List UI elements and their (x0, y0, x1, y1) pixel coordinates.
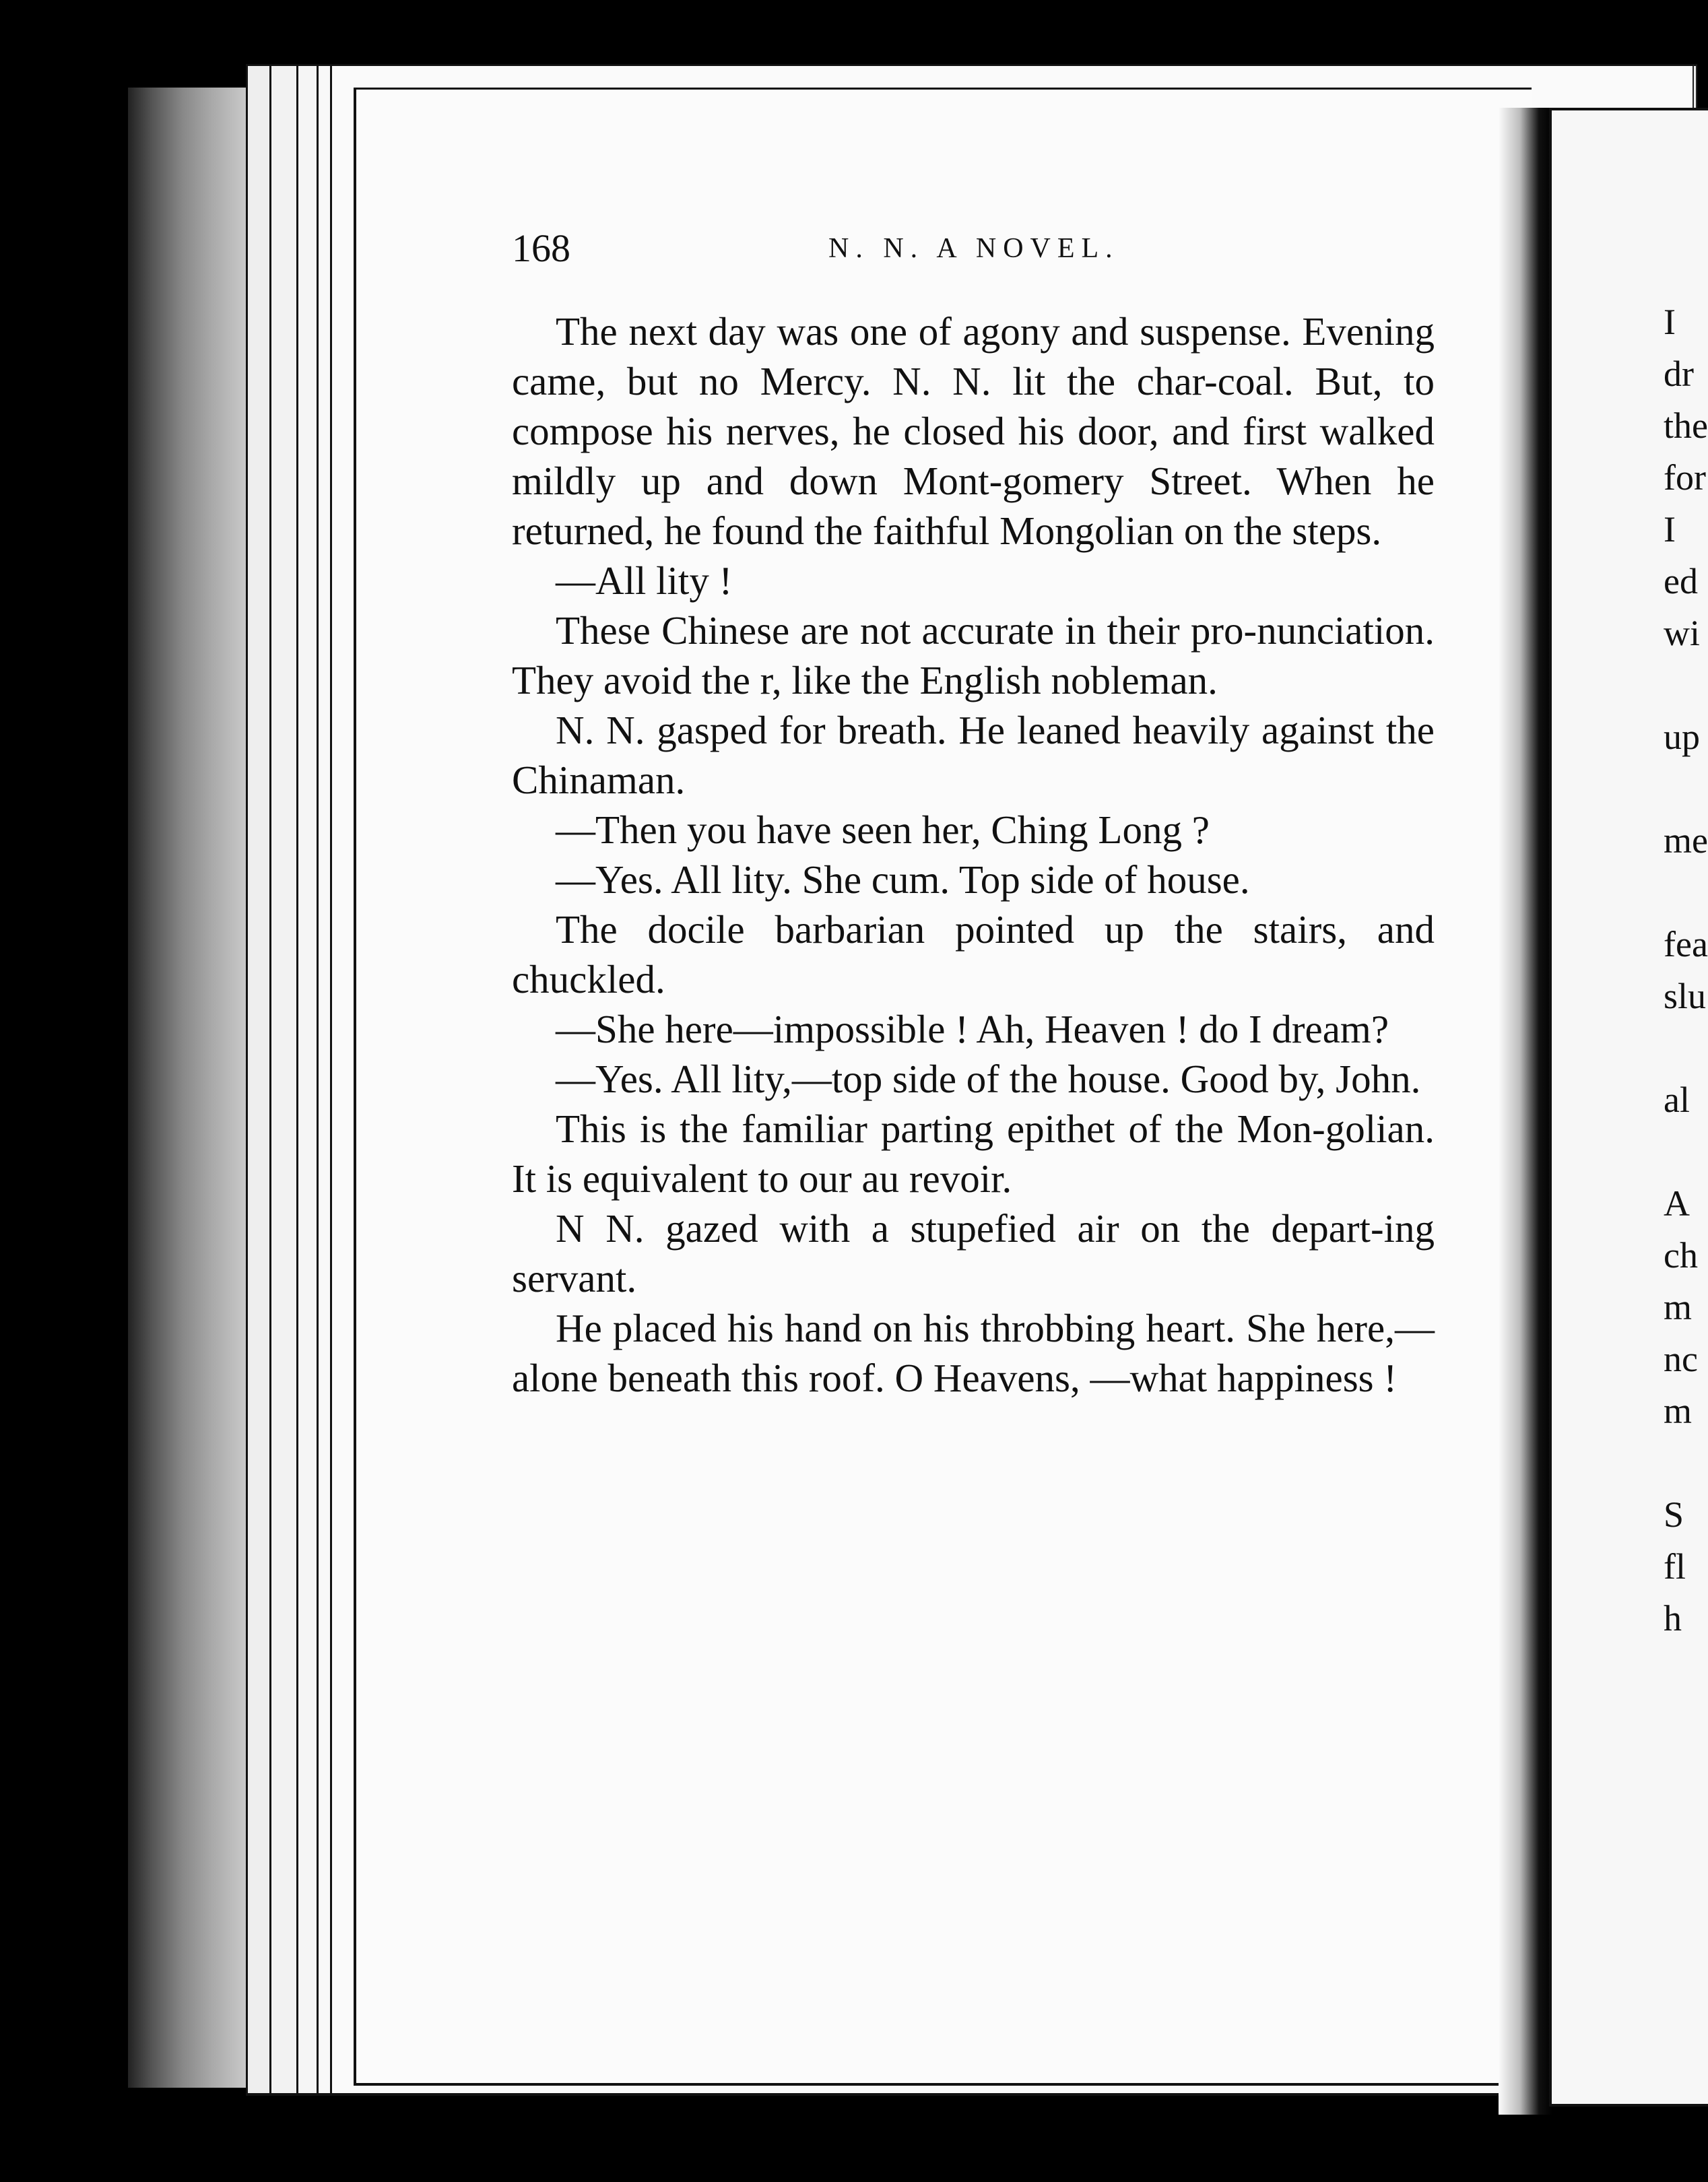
paragraph: The docile barbarian pointed up the stairs, and chuckled. (512, 907, 1435, 1001)
page-header (512, 226, 1421, 279)
text-fragment: dr (1664, 354, 1694, 394)
text-fragment: h (1664, 1598, 1682, 1639)
paragraph: —Then you have seen her, Ching Long ? (556, 807, 1210, 852)
paragraph: —Yes. All lity,—top side of the house. Good by, John. (556, 1057, 1421, 1101)
text-fragment: S (1664, 1494, 1684, 1535)
page-number: 168 (512, 226, 570, 270)
text-fragment: m (1664, 1287, 1693, 1327)
text-fragment: fl (1664, 1546, 1686, 1587)
paragraph: —She here—impossible ! Ah, Heaven ! do I dream? (556, 1007, 1389, 1051)
text-fragment: ed (1664, 561, 1698, 601)
text-fragment: me (1664, 820, 1708, 861)
text-fragment: I (1664, 509, 1676, 550)
paragraph: N N. gazed with a stupefied air on the depart-ing servant. (512, 1206, 1435, 1300)
text-fragment: up (1664, 717, 1700, 757)
text-fragment: fea (1664, 924, 1708, 964)
book-gutter (1499, 108, 1552, 2115)
text-fragment: m (1664, 1391, 1693, 1431)
text-fragment: slu (1664, 976, 1707, 1016)
text-fragment: the (1664, 405, 1708, 446)
text-fragment: ch (1664, 1235, 1698, 1276)
text-fragment: A (1664, 1183, 1690, 1224)
text-fragment: nc (1664, 1339, 1698, 1379)
text-fragment: I (1664, 302, 1676, 342)
text-fragment: al (1664, 1080, 1690, 1120)
text-fragment: for (1664, 457, 1706, 498)
paragraph: These Chinese are not accurate in their pro-nunciation. They avoid the r, like the English nobleman. (512, 608, 1435, 702)
paragraph: —Yes. All lity. She cum. Top side of house. (556, 857, 1250, 902)
running-head: N. N. A NOVEL. (828, 233, 1119, 264)
paragraph: This is the familiar parting epithet of the Mon-golian. It is equivalent to our au revoir. (512, 1106, 1435, 1201)
paragraph: The next day was one of agony and suspense. Evening came, but no Mercy. N. N. lit the char-coal. But, to compose his nerves, he closed his door, and first walked mildly up and down Mont-gomery Street. When he returned, he found the faithful Mongolian on the steps. (512, 309, 1435, 553)
body-text (512, 306, 1435, 1403)
paragraph: —All lity ! (556, 558, 733, 603)
book-page-edges (128, 88, 249, 2088)
paragraph: He placed his hand on his throbbing heart. She here,—alone beneath this roof. O Heavens, —what happiness ! (512, 1306, 1435, 1400)
right-page-text-fragments (1664, 296, 1708, 1645)
paragraph: N. N. gasped for breath. He leaned heavily against the Chinaman. (512, 708, 1435, 802)
text-fragment: wi (1664, 613, 1700, 653)
